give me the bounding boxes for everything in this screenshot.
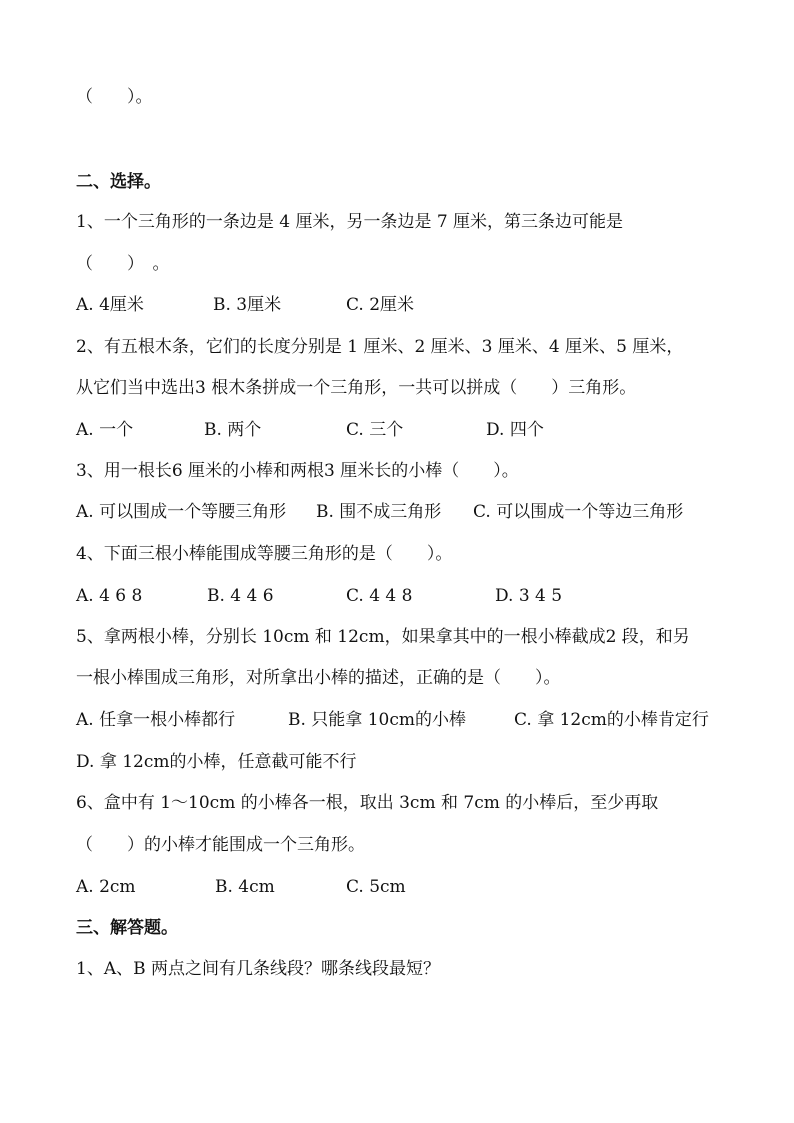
q2-options [76, 418, 724, 442]
q2-line1: 2、有五根木条，它们的长度分别是 1 厘米、2 厘米、3 厘米、4 厘米、5 厘米， [76, 337, 684, 357]
q4-option-b: B. 4 4 6 [207, 586, 274, 606]
q4-line1: 4、下面三根小棒能围成等腰三角形的是（ ）。 [76, 544, 453, 564]
q5-option-c: C. 拿 12cm的小棒肯定行 [514, 710, 709, 730]
q6-option-b: B. 4cm [215, 877, 275, 897]
q3-line1: 3、用一根长6 厘米的小棒和两根3 厘米长的小棒（ ）。 [76, 461, 519, 481]
q5-option-d: D. 拿 12cm的小棒，任意截可能不行 [76, 752, 357, 772]
section-heading-choice: 二、选择。 [76, 172, 161, 192]
q3-options [76, 500, 724, 524]
q1-option-b: B. 3厘米 [213, 295, 282, 315]
q6-option-a: A. 2cm [76, 877, 136, 897]
q3-option-b: B. 围不成三角形 [316, 502, 442, 522]
q1-option-a: A. 4厘米 [76, 295, 144, 315]
q2-option-a: A. 一个 [76, 420, 134, 440]
q7-line1: 1、A、B 两点之间有几条线段？哪条线段最短？ [76, 959, 440, 979]
q1-line1: 1、一个三角形的一条边是 4 厘米，另一条边是 7 厘米，第三条边可能是 [76, 212, 624, 232]
q5-line1: 5、拿两根小棒，分别长 10cm 和 12cm，如果拿其中的一根小棒截成2 段，和另 [76, 627, 690, 647]
q5-option-a: A. 任拿一根小棒都行 [76, 710, 236, 730]
q3-option-c: C. 可以围成一个等边三角形 [473, 502, 684, 522]
q5-option-b: B. 只能拿 10cm的小棒 [288, 710, 466, 730]
q2-option-c: C. 三个 [346, 420, 404, 440]
q4-option-d: D. 3 4 5 [495, 586, 563, 606]
q4-options [76, 584, 724, 608]
q1-option-c: C. 2厘米 [346, 295, 415, 315]
answer-blank: （ ）。 [76, 87, 153, 107]
q2-line2: 从它们当中选出3 根木条拼成一个三角形，一共可以拼成（ ）三角形。 [76, 378, 637, 398]
q5-line2: 一根小棒围成三角形，对所拿出小棒的描述，正确的是（ ）。 [76, 668, 561, 688]
q2-option-b: B. 两个 [204, 420, 262, 440]
q1-options [76, 293, 724, 317]
q6-line2: （ ）的小棒才能围成一个三角形。 [76, 835, 365, 855]
q2-option-d: D. 四个 [486, 420, 544, 440]
q3-option-a: A. 可以围成一个等腰三角形 [76, 502, 287, 522]
section-heading-answer: 三、解答题。 [76, 918, 178, 938]
q1-line2: （ ） 。 [76, 254, 170, 274]
q6-line1: 6、盒中有 1～10cm 的小棒各一根，取出 3cm 和 7cm 的小棒后，至少再取 [76, 793, 659, 813]
q4-option-a: A. 4 6 8 [76, 586, 143, 606]
q5-options [76, 708, 724, 732]
q4-option-c: C. 4 4 8 [346, 586, 413, 606]
q6-options [76, 875, 724, 899]
q6-option-c: C. 5cm [346, 877, 406, 897]
